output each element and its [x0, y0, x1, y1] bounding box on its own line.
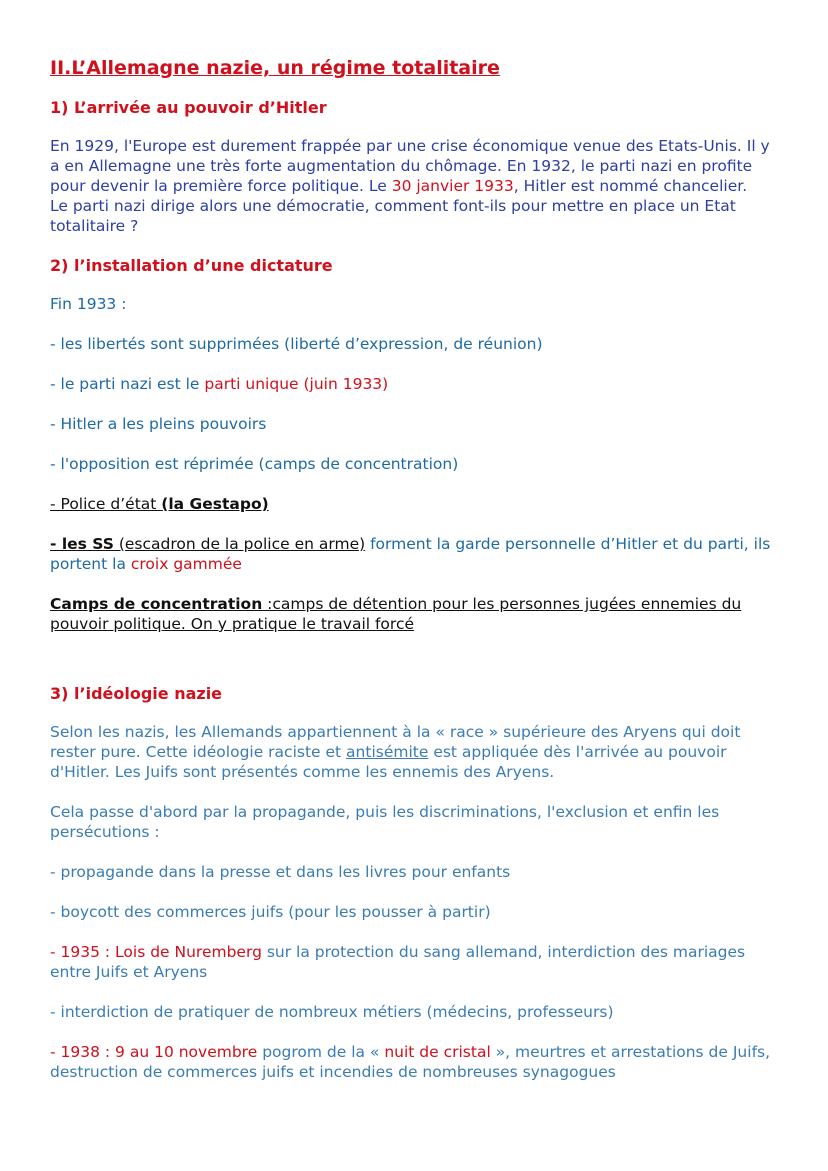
definition-text: :camps de détention pour les personnes jugées ennemies du pouvoir politique. On y pratique le travail forcé [50, 595, 742, 633]
list-item-highlight: parti unique (juin 1933) [204, 375, 389, 393]
list-item-gestapo [50, 494, 778, 514]
section2-heading: 2) l’installation d’une dictature [50, 256, 333, 275]
section3-heading: 3) l’idéologie nazie [50, 684, 223, 703]
definition-camps [50, 594, 778, 634]
section-spacer [50, 654, 778, 684]
ss-term: - les SS [50, 535, 114, 553]
key-date: 30 janvier 1933 [391, 177, 514, 195]
list-item-boycott: - boycott des commerces juifs (pour les pousser à partir) [50, 903, 491, 921]
antisemite-link[interactable]: antisémite [346, 743, 429, 761]
section2-intro: Fin 1933 : [50, 295, 127, 313]
list-item-highlight: croix gammée [130, 555, 242, 573]
list-item-kristallnacht [50, 1042, 778, 1082]
section3-paragraph-1 [50, 722, 778, 782]
section1-text: En 1929, l'Europe est durement frappée par une crise économique venue des Etats-Unis. Il y a en Allemagne une très forte augmentation du chômage. En 1932, le parti nazi en profite pour devenir la première force politique. Le [50, 137, 770, 195]
list-item-single-party [50, 374, 778, 394]
definition-term: Camps de concentration [50, 595, 263, 613]
paragraph-text: Selon les nazis, les Allemands appartiennent à la « race » supérieure des Aryens qui doit rester pure. Cette idéologie raciste et [50, 723, 741, 761]
document-page [50, 56, 778, 1102]
gestapo-term: (la Gestapo) [161, 495, 269, 513]
list-item-text-end: », meurtres et arrestations de Juifs, destruction de commerces juifs et incendies de nombreuses synagogues [50, 1043, 771, 1081]
list-item-professions: - interdiction de pratiquer de nombreux métiers (médecins, professeurs) [50, 1003, 614, 1021]
list-item-opposition: - l'opposition est réprimée (camps de concentration) [50, 455, 459, 473]
ss-definition: (escadron de la police en arme) [113, 535, 366, 553]
list-item-text: - le parti nazi est le [50, 375, 205, 393]
list-item-text: pogrom de la « [257, 1043, 385, 1061]
section3-paragraph-2: Cela passe d'abord par la propagande, puis les discriminations, l'exclusion et enfin les persécutions : [50, 803, 720, 841]
list-item-liberties: - les libertés sont supprimées (liberté d’expression, de réunion) [50, 335, 543, 353]
section1-question: Le parti nazi dirige alors une démocratie, comment font-ils pour mettre en place un Etat totalitaire ? [50, 197, 736, 235]
list-item-highlight: nuit de cristal [384, 1043, 491, 1061]
section1-paragraph-1 [50, 136, 778, 236]
section1-text-end: , Hitler est nommé chancelier. [513, 177, 748, 195]
list-item-propaganda: - propagande dans la presse et dans les livres pour enfants [50, 863, 511, 881]
list-item-text: forment la garde personnelle d’Hitler et du parti, ils portent la [50, 535, 771, 573]
list-item-text: sur la protection du sang allemand, interdiction des mariages entre Juifs et Aryens [50, 943, 746, 981]
paragraph-text-end: est appliquée dès l'arrivée au pouvoir d'Hitler. Les Juifs sont présentés comme les ennemis des Aryens. [50, 743, 727, 781]
list-item-ss [50, 534, 778, 574]
page-title: II.L’Allemagne nazie, un régime totalitaire [50, 57, 500, 79]
section1-heading: 1) L’arrivée au pouvoir d’Hitler [50, 98, 327, 117]
list-item-text: - Police d’état [50, 495, 162, 513]
list-dash: - [50, 943, 61, 961]
list-item-date: - 1938 : 9 au 10 novembre [50, 1043, 258, 1061]
list-item-nuremberg [50, 942, 778, 982]
list-item-highlight: 1935 : Lois de Nuremberg [60, 943, 262, 961]
list-item-full-powers: - Hitler a les pleins pouvoirs [50, 415, 267, 433]
